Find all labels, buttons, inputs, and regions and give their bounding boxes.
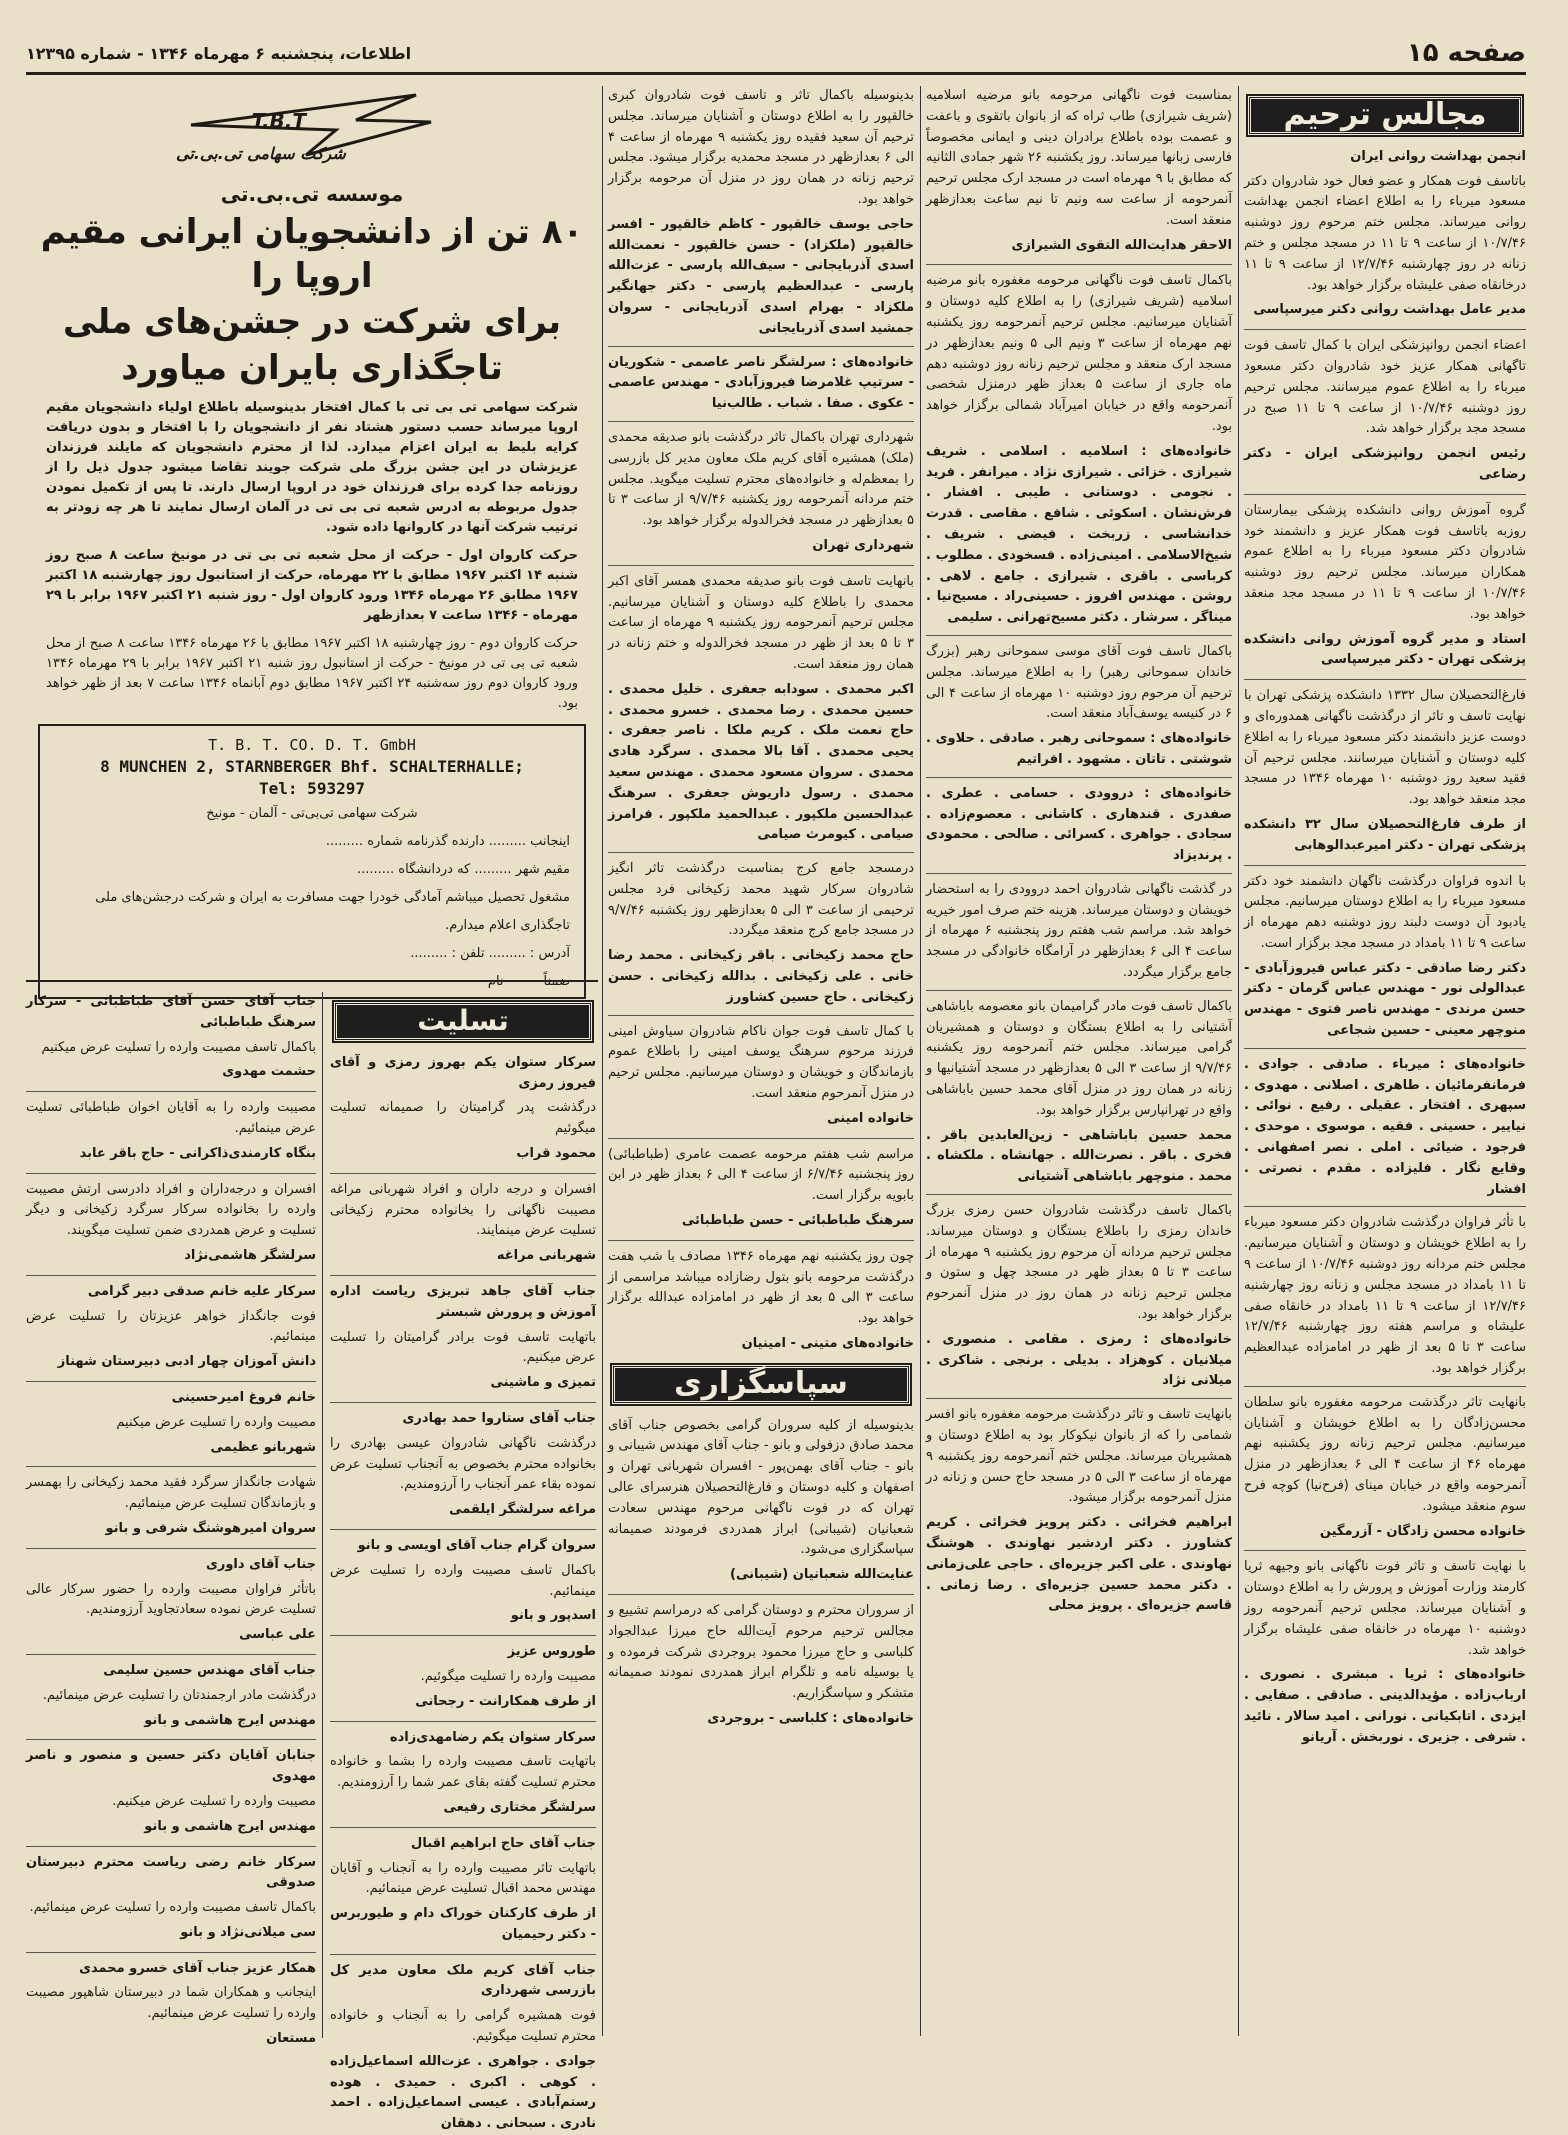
notice-divider <box>926 990 1232 991</box>
notice-title: انجمن بهداشت روانی ایران <box>1350 148 1526 164</box>
notice-item <box>26 1180 316 1267</box>
notice-item <box>26 1959 316 2050</box>
notice-title: سرکار ستوان یکم رضامهدی‌زاده <box>389 1729 596 1745</box>
notice-text: مصیبت وارده را تسلیت میگوئیم. <box>420 1668 596 1684</box>
column-rule <box>920 86 921 2036</box>
notice-sig: اسدپور و بانو <box>510 1608 596 1624</box>
notice-title: سرکار علیه خانم صدقی دبیر گرامی <box>87 1283 316 1299</box>
condolence-list <box>330 1053 596 2135</box>
address-fa: شرکت سهامی تی‌بی‌تی - آلمان - مونیخ <box>206 806 418 821</box>
notice-divider <box>26 1739 316 1740</box>
form-line-2: مقیم شهر ......... که دردانشگاه ......... <box>356 862 570 877</box>
notice-title: جناب آقای حاج ابراهیم اقبال <box>411 1835 596 1851</box>
notice-item <box>330 1180 596 1267</box>
notice-title: جناب آقای داوری <box>205 1556 316 1572</box>
notice-sig: مهندس ایرج هاشمی و بانو <box>144 1818 316 1834</box>
notice-sig: سرهنگ طباطبائی - حسن طباطبائی <box>681 1213 914 1229</box>
notice-sig: بنگاه کارمندی‌ذاکرانی - حاج باقر عابد <box>79 1145 316 1161</box>
notice-title: سرکار ستوان یکم بهروز رمزی و آقای فیروز رمزی <box>330 1054 596 1091</box>
notice-text: بانهایت تاثر درگذشت مرحومه مغفوره بانو سلطان محسن‌زادگان را به اطلاع خویشان و آشنایان میرسانیم. مجلس ترحیم زنانه روز یکشنبه نهم مهرماه ۴۶ از ساعت ۴ الی ۶ بعدازظهر در منزل آنمرحومه واقع در خیابان مینای (فرح‌نیا) کوچه فرح سوم منعقد میشود. <box>1244 1394 1526 1514</box>
notice-names: خانواده‌های : سرلشگر ناصر عاصمی - شکوریان - سرتیپ غلامرضا فیروزآبادی - مهندس عاصمی - عکوی . صفا . شباب . طالب‌نیا <box>608 354 914 412</box>
notice-item <box>1244 1557 1526 1748</box>
notice-title: سروان گرام جناب آقای اویسی و بانو <box>357 1537 596 1553</box>
notice-text: شهادت جانگداز سرگرد فقید محمد زکیخانی را بهمسر و بازماندگان تسلیت عرض مینمائیم. <box>26 1475 316 1512</box>
notice-item <box>26 1746 316 1837</box>
issue-line: اطلاعات، پنجشنبه ۶ مهرماه ۱۳۴۶ - شماره ۱۲۳۹۵ <box>26 43 412 63</box>
notice-divider <box>330 1529 596 1530</box>
notice-divider <box>26 1548 316 1549</box>
column-notices-2 <box>926 86 1232 2036</box>
notice-title: طوروس عزیز <box>507 1644 596 1660</box>
notice-names: خانواده‌های : سموحانی رهبر . صادقی . حلاوی . شوشتی . تاتان . مشهود . افراتیم <box>926 731 1232 767</box>
notice-item <box>1244 872 1526 1042</box>
notice-title: جنابان آقایان دکتر حسین و منصور و ناصر مهدوی <box>26 1748 316 1785</box>
notice-item <box>1244 147 1526 321</box>
notice-text: باتهایت تاثر مصیبت وارده را به آنجناب و آقایان مهندس محمد اقبال تسلیت عرض مینمائیم. <box>330 1860 596 1897</box>
ad-caravan-1: حرکت کاروان اول - حرکت از محل شعبه تی بی تی در مونیخ ساعت ۸ صبح روز شنبه ۱۴ اکتبر ۱۹۶۷ مطابق با ۲۲ مهرماه، حرکت از استانبول روز چهارشنبه ۱۸ اکتبر ۱۹۶۷ مطابق ۲۶ مهرماه ۱۳۴۶ ورود کاروان اول - روز شنبه ۲۱ اکتبر ۱۹۶۷ برابر با ۲۹ مهرماه - ۱۳۴۶ ساعت ۷ بعدازظهر <box>46 548 578 623</box>
notice-divider <box>926 777 1232 778</box>
notice-divider <box>1244 1550 1526 1551</box>
notice-sig: خانواده‌های : کلباسی - بروجردی <box>707 1710 914 1726</box>
notice-item <box>608 1145 914 1232</box>
notice-sig: تمیزی و ماشینی <box>490 1375 596 1391</box>
notice-item <box>926 880 1232 984</box>
notice-sig: دانش آموزان چهار ادبی دبیرستان شهناز <box>57 1354 316 1370</box>
company-name: شرکت سهامی تی.بی.تی <box>176 144 346 163</box>
notice-divider <box>926 635 1232 636</box>
notice-names: خانواده‌های : رمزی . مقامی . منصوری . میلانیان . کوهزاد . بدیلی . برنجی . شاکری . میلانی نژاد <box>926 1331 1232 1389</box>
notice-text: درگذشت مادر ارجمندتان را تسلیت عرض مینمائیم. <box>42 1687 316 1703</box>
notice-text: باکمال تاسف فوت ناگهانی مرحومه مغفوره بانو مرضیه اسلامیه (شریف شیرازی) را به اطلاع کلیه دوستان و آشنایان میرسانیم. مجلس ترحیم آنمرحومه روز یکشنبه نهم مهرماه از ساعت ۳ ونیم الی ۵ ونیم بعدازظهر در مسجد ارک منعقد و مجلس ترحیم زنانه روز دوشنبه دهم ماه جاری از ساعت ۵ بعداز ظهر درمنزل شخصی آنمرحومه واقع در خیابان امیرآباد شمالی برگزار خواهد بود. <box>926 273 1233 434</box>
notice-names: خانواده‌های : اسلامیه . اسلامی . شریف شیرازی . خزائی . شیرازی نژاد . میرانفر . فرید . نجومی . دوستانی . طیبی . افشار . فرش‌نشان . اسکوئی . شافع . مقاصی . قدرت خدانشاسی . زربخت . فیضی . شریف . شیخ‌الاسلامی . امینی‌زاده . فسخودی . مطلوب . کرباسی . باقری . شیرازی . جامع . لاهی . روشن . مهندس افروز . حسینی‌راد . مسیح‌نیا . میناگر . سرشار . دکتر مسیح‌تهرانی . سلیمی <box>926 443 1232 626</box>
notice-divider <box>926 264 1232 265</box>
ad-headline-1: ۸۰ تن از دانشجویان ایرانی مقیم اروپا را <box>40 212 584 296</box>
notice-list <box>926 86 1232 1617</box>
notice-sig: علی عباسی <box>239 1627 316 1643</box>
notice-item <box>330 1536 596 1627</box>
notice-divider <box>330 1954 596 1955</box>
notice-divider <box>608 421 914 422</box>
notice-text: درگذشت پدر گرامیتان را صمیمانه تسلیت میگوئیم <box>330 1100 596 1137</box>
notice-divider <box>330 1173 596 1174</box>
notice-item <box>1244 501 1526 671</box>
notice-names: ابراهیم فخرائی . دکتر پرویز فخرائی . کریم کشاورز . دکتر اردشیر نهاوندی . هوشنگ نهاوندی . علی اکبر جزیره‌ای . حاجی علی‌زمانی . دکتر محمد حسین جزیره‌ای . رضا زمانی . قاسم جزیره‌ای . پرویز محلی <box>926 1515 1232 1614</box>
notice-divider <box>926 1194 1232 1195</box>
form-field-label: نام <box>487 974 504 989</box>
notice-names: اکبر محمدی . سودابه جعفری . خلیل محمدی . حسین محمدی . رضا محمدی . خسرو محمدی . حاج نعمت ملک . کریم ملکا . ناصر جعفری . یحیی محمدی . آقا بالا محمدی . سرگرد هادی محمدی . سروان مسعود محمدی . مهندس سعید محمدی . رسول داریوش جعفری . سرهنگ عبدالحسین ملکپور . عبدالحمید ملکپور . فرامرز صیامی . کیومرث صیامی <box>608 681 914 843</box>
notice-text: فوت جانگداز خواهر عزیزتان را تسلیت عرض مینمائیم. <box>26 1308 316 1345</box>
notice-item <box>1244 1213 1526 1379</box>
masthead <box>26 34 1526 75</box>
notice-sig: مراغه سرلشگر ایلقمی <box>449 1502 596 1518</box>
notice-text: با نهایت تاسف و تاثر فوت ناگهانی بانو وجیهه ثریا کارمند وزارت آموزش و پرورش را به اطلاع دوستان و آشنایان میرساند. مجلس ترحیم آنمرحومه روز دوشنبه ۱۰ مهرماه در خانقاه صفی علیشاه برگزار خواهد شد. <box>1244 1559 1526 1658</box>
notice-item <box>926 642 1232 771</box>
notice-item <box>608 1247 914 1355</box>
notice-sig: مهندس ایرج هاشمی و بانو <box>144 1712 316 1728</box>
notice-divider <box>330 1402 596 1403</box>
section-heading-sepasgozari: سپاسگزاری <box>612 1365 910 1404</box>
ad-bottom-rule <box>26 980 598 982</box>
notice-sig: مدیر عامل بهداشت روانی دکتر میرسپاسی <box>1253 302 1526 318</box>
notice-text: با تأثر فراوان درگذشت شادروان دکتر مسعود میرباء را به اطلاع خویشان و دوستان و آشنایان میرسانیم. مجلس ختم مردانه روز دوشنبه ۱۰/۷/۴۶ از ساعت ۹ تا ۱۱ بامداد در مسجد مجلس و زنانه روز چهارشنبه ۱۲/۷/۴۶ از ساعت ۹ تا ۱۱ بامداد در خانقاه صفی علیشاه و مراسم هفته روز چهارشنبه ۱۲/۷/۴۶ ساعت ۳ تا ۵ بعد از ظهر در امامزاده عبدالعظیم برگزار خواهد بود. <box>1244 1215 1527 1377</box>
column-rule <box>322 992 323 2038</box>
notice-title: سرکار خانم رضی ریاست محترم دبیرستان صدوقی <box>26 1854 316 1891</box>
notice-divider <box>26 1654 316 1655</box>
notice-divider <box>1244 1048 1526 1049</box>
notice-text: بانهایت تاسف و تاثر درگذشت مرحومه مغفوره بانو افسر شمامی را که از بانوان نیکوکار بود به اطلاع دوستان و همشیریان میرساند. مجلس ختم آنمرحومه روز یکشنبه ۹ مهرماه از ساعت ۳ الی ۵ در مسجد حاج حسن و زنانه در منزل آنمرحومه برگزار میشود. <box>926 1407 1232 1506</box>
notice-text: افسران و درجه داران و افراد شهربانی مراغه مصیبت ناگهانی را بخانواده محترم زکیخانی تسلیت عرض مینمایند. <box>330 1181 596 1239</box>
notice-divider <box>1244 1206 1526 1207</box>
notice-item <box>608 1022 914 1130</box>
notice-text: باکمال تاسف فوت مادر گرامیمان بانو معصومه باباشاهی آشتیانی را به اطلاع بستگان و دوستان و همشیریان گرامی میرساند. مجلس ختم آنمرحومه روز یکشنبه ۹/۷/۴۶ از ساعت ۳ الی ۵ بعدازظهر در مسجد آشتیانیها و زنانه در همان روز در منزل آقای محمد حسین باباشاهی واقع در تهرانپارس برگزار خواهد بود. <box>926 998 1232 1118</box>
notice-item <box>608 353 914 415</box>
notice-divider <box>608 1594 914 1595</box>
section-heading-tasliat: تسلیت <box>334 1002 592 1041</box>
notice-item <box>926 271 1232 629</box>
notice-names: حاج محمد زکیخانی . باقر زکیخانی . محمد رضا خانی . علی زکیخانی . بدالله زکیخانی . حسن زکیخانی . حاج حسین کشاورز <box>608 948 914 1005</box>
notice-item <box>26 1282 316 1373</box>
notice-item <box>926 784 1232 867</box>
notice-sig: شهربانو عظیمی <box>210 1439 316 1455</box>
notice-sig: محمود قراب <box>516 1145 596 1161</box>
notice-title: جناب آقای حسن آقای طباطبائی - سرکار سرهنگ طباطبائی <box>26 994 316 1030</box>
notice-names: جوادی . جواهری . عزت‌الله اسماعیل‌زاده . کوهی . اکبری . حمیدی . هوده رستم‌آبادی . عیسی اسماعیل‌زاده . احمد نادری . سبحانی . دهقان <box>330 2053 596 2132</box>
notice-item <box>608 1416 914 1586</box>
notice-text: باکمال تاسف مصیبت وارده را تسلیت عرض میکنیم <box>41 1039 316 1055</box>
notice-text: بدینوسیله باکمال تاثر و تاسف فوت شادروان کبری خالقپور را به اطلاع دوستان و آشنایان میرساند. مجلس ترحیم آن سعید فقیده روز یکشنبه ۹ مهرماه از ساعت ۴ الی ۶ بعدازظهر در مسجد محمدیه برگزار میشود. مجلس ترحیم زنانه در همان روز در منزل آن مرحومه برگزار خواهد بود. <box>608 88 914 207</box>
notice-sig: از طرف فارغ‌التحصیلان سال ۳۲ دانشکده پزشکی تهران - دکتر امیرعبدالوهابی <box>1244 816 1526 853</box>
notice-divider <box>926 1398 1232 1399</box>
notice-item <box>330 1834 596 1946</box>
notice-item <box>26 1388 316 1458</box>
notice-text: باتأثر فراوان مصیبت وارده را حضور سرکار عالی تسلیت عرض نموده سعادتجاوید آرزومندیم. <box>26 1581 316 1618</box>
notice-text: درمسجد جامع کرج بمناسبت درگذشت تاثر انگیز شادروان سرکار شهید محمد زکیخانی فرد مجلس ترحیمی از ساعت ۳ الی ۵ بعدازظهر روز یکشنبه ۹/۷/۴۶ در مسجد جامع کرج منعقد میگردد. <box>608 861 915 939</box>
column-condolences-left <box>26 992 316 2047</box>
notice-text: از سروران محترم و دوستان گرامی که درمراسم تشییع و مجالس ترحیم مرحوم آیت‌الله حاج میرزا عبدالجواد کلباسی و حاج میرزا محمود بروجردی شرکت فرموده و یا بوسیله نامه و تلگرام ابراز همدردی نمودند صمیمانه متشکر و سپاسگزاریم. <box>608 1603 914 1702</box>
notice-text: گروه آموزش روانی دانشکده پزشکی بیمارستان روزبه باتاسف فوت همکار عزیز و دانشمند خود شادروان دکتر مسعود میرباء را به اطلاع عموم همکاران میرساند. مجلس ترحیم روز دوشنبه ۱۰/۷/۴۶ از ساعت ۹ تا ۱۱ در مسجد مجد منعقد خواهد بود. <box>1244 502 1526 622</box>
address-form-box <box>38 724 586 999</box>
notice-divider <box>330 1827 596 1828</box>
notice-item <box>26 1661 316 1731</box>
notice-divider <box>608 1015 914 1016</box>
notice-divider <box>26 1091 316 1092</box>
notice-divider <box>330 1275 596 1276</box>
notice-sig: خانواده امینی <box>827 1110 914 1126</box>
thanks-list <box>608 1416 914 1730</box>
notice-item <box>608 86 914 340</box>
notice-text: باتهایت تاسف مصیبت وارده را بشما و خانواده محترم تسلیت گفته بقای عمر شما را آرزومندیم. <box>330 1754 596 1791</box>
notice-title: جناب آقای کریم ملک معاون مدیر کل بازرسی شهرداری <box>330 1962 596 1999</box>
notice-text: مصیبت وارده را به آقایان اخوان طباطبائی تسلیت عرض مینمائیم. <box>26 1100 316 1136</box>
notice-item <box>26 992 316 1083</box>
notice-text: شهرداری تهران باکمال تاثر درگذشت بانو صدیقه محمدی (ملک) همشیره آقای کریم ملک معاون مدیر کل بازرسی را بمعظم‌له و خانواده‌های محترم تسلیت میگوید. مجلس ختم مردانه آنمرحومه روز یکشنبه ۹/۷/۴۶ از ساعت ۳ تا ۵ بعدازظهر در مسجد فخرالدوله برگزار خواهد بود. <box>608 429 914 529</box>
column-notices-3 <box>608 86 914 2036</box>
notice-text: باتهایت تاسف فوت برادر گرامیتان را تسلیت عرض میکنیم. <box>330 1329 596 1366</box>
notice-divider <box>26 1952 316 1953</box>
address-line-3: Tel: 593297 <box>259 779 365 798</box>
notice-text: فارغ‌التحصیلان سال ۱۳۳۲ دانشکده پزشکی تهران با نهایت تاسف و تاثر از درگذشت ناگهانی همدوره‌ای و دوست عزیز دانشمند دکتر مسعود میرباء را به اطلاع کلیه دوستان و آشنایان میرسانند. مجلس ترحیم آن فقید سعید روز دوشنبه ۱۰ مهرماه ۱۳۴۶ در مسجد مجد منعقد خواهد بود. <box>1244 688 1526 808</box>
notice-item <box>1244 336 1526 486</box>
notice-divider <box>608 346 914 347</box>
notice-item <box>330 1961 596 2135</box>
notice-sig: سرلشگر مختاری رفیعی <box>443 1799 596 1815</box>
address-line-2: 8 MUNCHEN 2, STARNBERGER Bhf. SCHALTERHALLE; <box>100 757 524 776</box>
notice-names: خانواده‌های : دروودی . حسامی . عطری . صفدری . قندهاری . کاشانی . معصوم‌زاده . سجادی . جواهری . کسرائی . صالحی . محمودی . پرندیزاد <box>926 785 1232 864</box>
notice-item <box>330 1409 596 1521</box>
page-number: صفحه ۱۵ <box>1406 38 1526 68</box>
notice-sig: سرلشگر هاشمی‌نژاد <box>184 1247 316 1263</box>
notice-names: دکتر رضا صادقی - دکتر عباس فیروزآبادی - عبدالولی نور - مهندس عباس گرمان - دکتر حسن مرندی - مهندس ناصر فتوی - مهندس منوچهر معینی - حسین شجاعی <box>1244 960 1526 1039</box>
notice-names: حاجی یوسف خالقپور - کاظم خالقپور - افسر خالقپور (ملکزاد) - حسن خالقپور - نعمت‌الله اسدی آذربایجانی - سیف‌الله پارسی - عزت‌الله پارسی - عبدالعظیم پارسی - دکتر جهانگیر ملکزاد - بهرام اسدی آذربایجانی - سروان جمشید اسدی آذربایجانی <box>608 216 914 336</box>
notice-divider <box>1244 329 1526 330</box>
notice-item <box>926 86 1232 256</box>
notice-sig: خانواده محسن زادگان - آزرمگین <box>1319 1523 1526 1539</box>
column-rule <box>602 86 603 2036</box>
notice-divider <box>926 873 1232 874</box>
notice-sig: شهربانی مراغه <box>496 1248 596 1264</box>
notice-list <box>1244 147 1526 1749</box>
notice-text: باکمال تاسف درگذشت شادروان حسن رمزی بزرگ خاندان رمزی را باطلاع بستگان و دوستان میرساند. مجلس ترحیم مردانه آن مرحوم روز یکشنبه ۹ مهرماه از ساعت ۳ تا ۵ بعداز ظهر در مسجد چهل و ستون و مجلس ترحیم زنانه در همان روز در منزل آنمرحوم برگزار خواهد بود. <box>926 1203 1233 1323</box>
notice-sig: مستعان <box>266 2031 316 2047</box>
notice-item <box>330 1053 596 1165</box>
notice-divider <box>330 1721 596 1722</box>
notice-divider <box>1244 1386 1526 1387</box>
notice-divider <box>608 1240 914 1241</box>
notice-text: باکمال تاسف مصیبت وارده را تسلیت عرض مینمائیم. <box>29 1900 316 1916</box>
notice-item <box>1244 1055 1526 1201</box>
form-line-3: مشغول تحصیل میباشم آمادگی خودرا جهت مسافرت به ایران و شرکت درجشن‌های ملی تاجگذاری اعلام میدارم. <box>95 890 570 933</box>
notice-divider <box>608 852 914 853</box>
tbt-logo <box>26 86 598 176</box>
notice-text: با اندوه فراوان درگذشت ناگهان دانشمند خود دکتر مسعود میرباء را به اطلاع دوستان میرسانیم. مجلس یادبود آن دوست دلبند روز دوشنبه دهم مهرماه از ساعت ۹ تا ۱۱ بامداد در مسجد مجد برگزار است. <box>1244 873 1526 951</box>
notice-names: محمد حسین باباشاهی - زین‌العابدین باقر . فخری . باقر . نصرت‌الله . جهانشاه . ملکشاه . محمد . منوچهر باباشاهی آشتیانی <box>926 1127 1232 1185</box>
notice-text: بدینوسیله از کلیه سروران گرامی بخصوص جناب آقای محمد صادق دزفولی و بانو - جناب آقای مهندس شیبانی و بانو - جناب آقای بهمن‌پور - افسران شهربانی تهران و اصفهان و کلیه دوستان و فارغ‌التحصیلان هنرسرای عالی تهران که در فوت ناگهانی مرحوم مهندس سعادت شعبانیان (شیبانی) ابراز همدردی فرمودند صمیمانه سپاسگزاری می‌شود. <box>608 1417 914 1558</box>
notice-item <box>926 1201 1232 1392</box>
notice-item <box>608 1601 914 1730</box>
notice-item <box>330 1642 596 1712</box>
column-rule <box>1238 86 1239 2036</box>
notice-text: مصیبت وارده را تسلیت عرض میکنیم <box>116 1414 316 1430</box>
notice-sig: رئیس انجمن روانپزشکی ایران - دکتر رضاعی <box>1244 446 1526 482</box>
notice-text: باکمال تاسف فوت آقای موسی سموحانی رهبر (بزرگ خاندان سموحانی رهبر) را به اطلاع میرساند. مجلس ترحیم آن مرحوم روز دوشنبه ۱۰ مهرماه از ساعت ۴ الی ۶ در کنیسه یوسف‌آباد منعقد است. <box>926 643 1232 722</box>
column-majales-tarhim <box>1244 86 1526 2036</box>
notice-divider <box>1244 679 1526 680</box>
notice-item <box>926 997 1232 1188</box>
ad-headline-3: تاجگذاری بایران میاورد <box>121 348 503 388</box>
column-tasliat <box>330 992 596 2132</box>
notice-sig: شهرداری تهران <box>812 537 914 553</box>
notice-text: در گذشت ناگهانی شادروان احمد دروودی را به استحضار خویشان و دوستان میرساند. هزینه ختم صرف امور خیریه خواهد شد. مراسم شب هفتم روز پنجشنبه ۶ مهرماه از ساعت ۴ الی ۶ بعدازظهر در آرامگاه خانوادگی در مسجد جامع برگزار میگردد. <box>926 881 1232 981</box>
notice-title: جناب آقای جاهد تبریزی ریاست اداره آموزش و پرورش شبستر <box>330 1283 596 1320</box>
notice-item <box>608 428 914 557</box>
notice-item <box>26 1853 316 1944</box>
notice-text: باکمال تاسف مصیبت وارده را تسلیت عرض مینمائیم. <box>330 1562 596 1599</box>
notice-title: خانم فروغ امیرحسینی <box>171 1389 316 1405</box>
notice-divider <box>26 1275 316 1276</box>
form-field-label: ضمناً <box>543 974 570 989</box>
notice-text: با کمال تاسف فوت جوان ناکام شادروان سیاوش امینی فرزند مرحوم سرهنگ یوسف امینی را باطلاع عموم بازماندگان و خویشان و دوستان میرسانیم. مجلس ترحیم در منزل آنمرحوم منعقد است. <box>608 1023 914 1102</box>
notice-text: چون روز یکشنبه نهم مهرماه ۱۳۴۶ مصادف با شب هفت درگذشت مرحومه بانو بتول رضازاده میباشد مراسمی از ساعت ۳ الی ۵ بعد از ظهر در امامزاده عبدالله برگزار خواهد بود. <box>608 1248 914 1327</box>
notice-item <box>608 572 914 846</box>
notice-title: جناب آقای مهندس حسین سلیمی <box>103 1662 316 1678</box>
notice-text: بمناسبت فوت ناگهانی مرحومه بانو مرضیه اسلامیه (شریف شیرازی) طاب ثراه که از بانوان باتقوی و باعفت و عصمت بوده باطلاع برادران دینی و ایمانی مخصوصاً فارسی زبانها میرساند. روز یکشنبه ۲۶ شهر جمادی الثانیه که مطابق با ۹ مهرماه است در مسجد ارک مجلس ترحیم آنمرحومه از ساعت سه ونیم تا نیم ساعت بعدازظهر منعقد است. <box>926 88 1233 228</box>
notice-item <box>926 1405 1232 1617</box>
notice-sig: الاحقر هدایت‌الله التقوی الشیرازی <box>1011 237 1232 253</box>
notice-sig: خانواده‌های متینی - امینیان <box>741 1336 914 1352</box>
notice-text: باتاسف فوت همکار و عضو فعال خود شادروان دکتر مسعود میرباء را به اطلاع اعضاء انجمن بهداشت روانی میرساند. مجلس ختم مرحوم روز دوشنبه ۱۰/۷/۴۶ از ساعت ۹ تا ۱۱ در مسجد مجلس و ختم زنانه در روز چهارشنبه ۱۲/۷/۴۶ از ساعت ۹ تا ۱۱ درخانقاه صفی علیشاه برگزار خواهد بود. <box>1244 173 1526 293</box>
notice-text: اینجانب و همکاران شما در دبیرستان شاهپور مصیبت وارده را تسلیت عرض مینمائیم. <box>26 1985 316 2022</box>
notice-sig: از طرف کارکنان خوراک دام و طیوربرس - دکتر رحیمیان <box>330 1906 596 1942</box>
notice-sig: عنایت‌الله شعبانیان (شیبانی) <box>730 1567 914 1583</box>
ad-institution: موسسه تی.بی.تی <box>220 182 404 206</box>
notice-text: بانهایت تاسف فوت بانو صدیقه محمدی همسر آقای اکبر محمدی را باطلاع کلیه دوستان و آشنایان میرسانیم. مجلس ترحیم آنمرحومه روز یکشنبه ۹ مهرماه از ساعت ۳ تا ۵ بعد از ظهر در مسجد فخرالدوله و ختم زنانه در همان روز منعقد است. <box>608 573 914 672</box>
notice-item <box>26 1555 316 1646</box>
logo-letters: T.B.T <box>251 109 306 133</box>
notice-names: خانواده‌های : ثریا . مبشری . نصوری . ارباب‌زاده . مؤیدالدینی . صادقی . صفایی . ایزدی . اتابکیانی . نورانی . امید سالار . نائید . شرفی . جزیری . نوربخش . آریانو <box>1244 1667 1526 1745</box>
section-heading-majales: مجالس ترحیم <box>1248 96 1522 135</box>
notice-text: فوت همشیره گرامی را به آنجناب و خانواده محترم تسلیت میگوئیم. <box>330 2008 596 2045</box>
notice-title: جناب آقای ستاروا حمد بهادری <box>402 1410 596 1426</box>
notice-text: اعضاء انجمن روانپزشکی ایران با کمال تاسف فوت تاگهانی همکار عزیز خود شادروان دکتر مسعود میرباء را به اطلاع عموم میرسانند. مجلس ترحیم روز دوشنبه ۱۰/۷/۴۶ از ساعت ۹ تا ۱۱ صبح در مسجد مجد برگزار خواهد شد. <box>1244 338 1526 437</box>
notice-divider <box>26 1173 316 1174</box>
tbt-advertisement <box>26 86 598 989</box>
ad-headline-2: برای شرکت در جشن‌های ملی <box>63 302 561 342</box>
notice-item <box>1244 1393 1526 1543</box>
notice-divider <box>608 565 914 566</box>
notice-divider <box>1244 494 1526 495</box>
notice-names: خانواده‌های : میرباء . صادقی . جوادی . فرمانفرمائیان . طاهری . اصلانی . مهدوی . سپهری . افتخار . عقیلی . رفیع . نوائی . نیاییر . حسینی . فقیه . موسوی . موحدی . فرجود . ضیائی . املی . نصر اصفهانی . وقایع نگار . فلیزاده . مقدم . نصرتی . افشار <box>1244 1056 1526 1197</box>
notice-item <box>1244 686 1526 856</box>
form-line-1: اینجانب ......... دارنده گذرنامه شماره ......... <box>325 834 570 849</box>
form-line-4: آدرس : ......... تلفن : ......... <box>410 946 570 961</box>
notice-divider <box>608 1138 914 1139</box>
condolence-list <box>26 992 316 2050</box>
notice-sig: سروان امیرهوشنگ شرفی و بانو <box>105 1520 316 1536</box>
notice-item <box>330 1282 596 1394</box>
notice-text: درگذشت ناگهانی شادروان عیسی بهادری را بخانواده محترم بخصوص به آنجناب تسلیت عرض نموده بقاء عمر آنجناب را آرزومندیم. <box>330 1435 596 1493</box>
notice-divider <box>26 1466 316 1467</box>
notice-sig: سی میلانی‌نژاد و بانو <box>180 1924 316 1940</box>
notice-title: همکار عزیز جناب آقای خسرو محمدی <box>79 1960 316 1976</box>
notice-item <box>608 859 914 1009</box>
notice-list <box>608 86 914 1355</box>
ad-body: شرکت سهامی تی بی تی با کمال افتخار بدینوسیله باطلاع اولیاء دانشجویان مقیم اروپا میرساند حسب دستور هشتاد نفر از دانشجویان را با افتخار و بدون دریافت کرایه بلیط به ایران اعزام میدارد. لذا از محترم دانشجویان که مایلند فرزندان عزیزشان در این جشن بزرگ ملی شرکت جویند تقاضا میشود جدول ذیل را از روزنامه جدا کرده برای فرزندان خود در اروپا ارسال دارند. تا پس از تکمیل نمودن جدول مربوطه به ادرس شعبه تی بی تی در آلمان ارسال نمایند تا هر چه زودتر به ترتیب شرکت آنها در کاروانها داده شود. <box>46 400 578 535</box>
notice-item <box>330 1728 596 1819</box>
notice-item <box>26 1473 316 1539</box>
notice-divider <box>330 1635 596 1636</box>
notice-text: افسران و درجه‌داران و افراد دادرسی ارتش مصیبت وارده را بخانواده سرکار سرگرد زکیخانی و دیگر تسلیت و عرض همدردی ضمن تسلیت میگویند. <box>26 1181 316 1239</box>
address-line-1: T. B. T. CO. D. T. GmbH <box>208 736 416 754</box>
notice-sig: استاد و مدیر گروه آموزش روانی دانشکده پزشکی تهران - دکتر میرسپاسی <box>1244 631 1526 668</box>
notice-item <box>26 1098 316 1164</box>
notice-divider <box>26 1381 316 1382</box>
ad-caravan-2: حرکت کاروان دوم - روز چهارشنبه ۱۸ اکتبر ۱۹۶۷ مطابق با ۲۶ مهرماه ۱۳۴۶ ساعت ۸ صبح از محل شعبه تی بی تی در مونیخ - حرکت از استانبول روز شنبه ۲۱ اکتبر ۱۹۶۷ برابر با ۲۹ مهرماه ۱۳۴۶ ورود کاروان دوم روز سه‌شنبه ۲۴ اکتبر ۱۹۶۷ مطابق دوم آبانماه ۱۳۴۶ ساعت ۷ بعد از ظهر خواهد بود. <box>46 636 579 711</box>
notice-text: مصیبت وارده را تسلیت عرض میکنیم. <box>112 1793 316 1809</box>
notice-text: مراسم شب هفتم مرحومه عصمت عامری (طباطبائی) روز پنجشنبه ۶/۷/۴۶ از ساعت ۴ الی ۶ بعداز ظهر در ابن بابویه برگزار است. <box>608 1146 914 1204</box>
notice-sig: از طرف همکارانت - رجحانی <box>415 1693 596 1709</box>
notice-divider <box>26 1846 316 1847</box>
notice-divider <box>1244 865 1526 866</box>
notice-sig: حشمت مهدوی <box>222 1064 316 1080</box>
